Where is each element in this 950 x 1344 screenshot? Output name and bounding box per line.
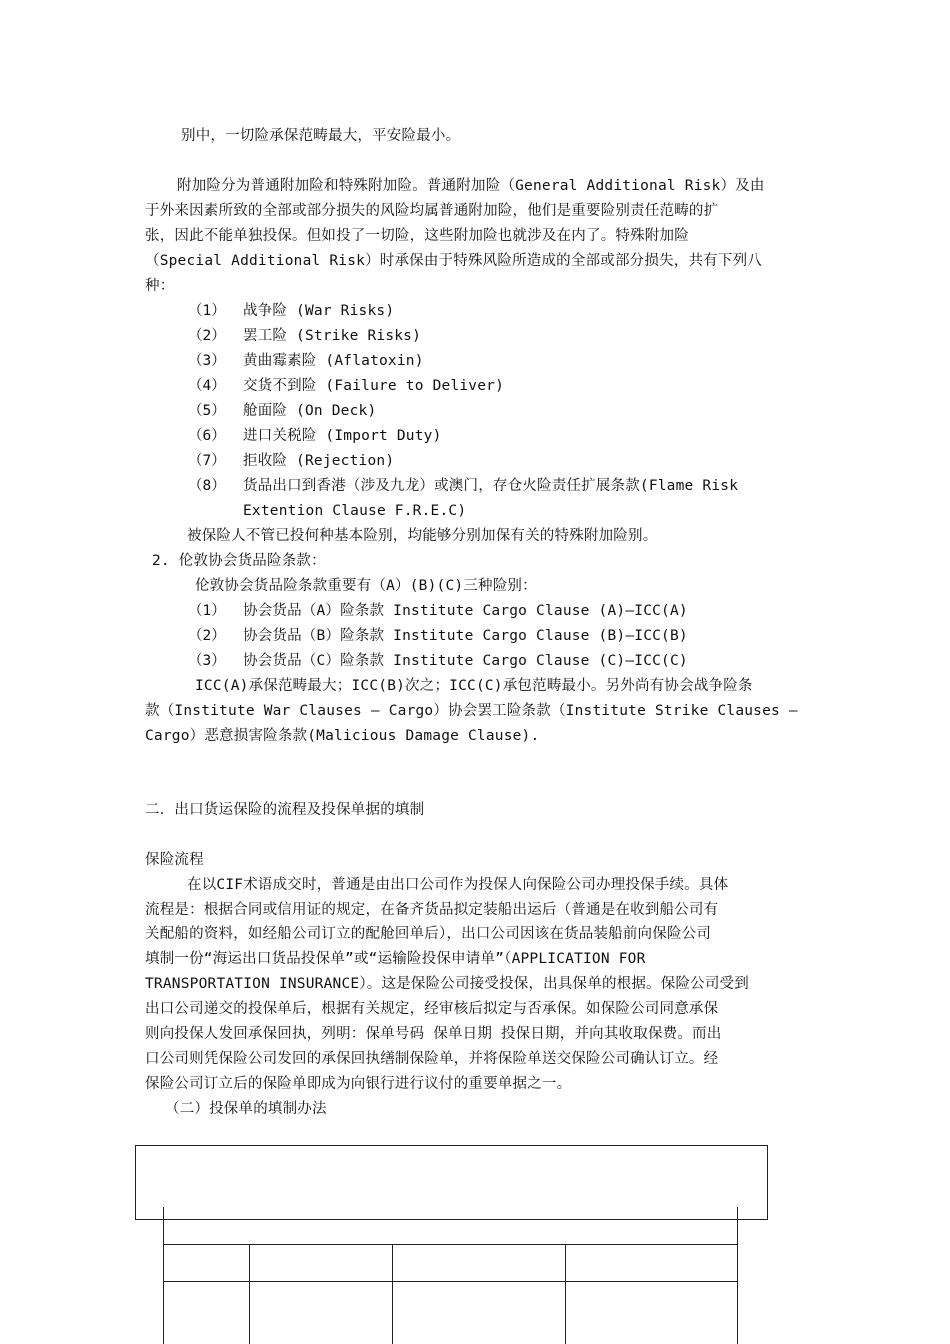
list-number: （6） <box>188 428 226 444</box>
list-number: （3） <box>188 353 226 369</box>
list-item: 进口关税险 (Import Duty) <box>243 428 442 444</box>
list-item: 协会货品（A）险条款 Institute Cargo Clause (A)—ICC(A) <box>243 603 688 619</box>
text-line: 种： <box>145 278 175 294</box>
table-column-divider <box>565 1244 566 1344</box>
list-item: 舱面险 (On Deck) <box>243 403 377 419</box>
text-line: 于外来因素所致的全部或部分损失的风险均属普通附加险，他们是重要险别责任范畴的扩 <box>145 203 719 219</box>
text-line: 口公司则凭保险公司发回的承保回执缮制保险单，并将保险单送交保险公司确认订立。经 <box>145 1051 719 1067</box>
text-line: （Special Additional Risk）时承保由于特殊风险所造成的全部或部分损失，共有下列八 <box>145 253 762 269</box>
text-line: 则向投保人发回承保回执，列明：保单号码 保单日期 投保日期，并向其收取保费。而出 <box>145 1026 722 1042</box>
text-line: 在以CIF术语成交时，普通是由出口公司作为投保人向保险公司办理投保手续。具体 <box>187 877 729 893</box>
table-border-right <box>737 1207 738 1344</box>
text-line: Cargo）恶意损害险条款(Malicious Damage Clause). <box>145 728 540 744</box>
form-header-box <box>135 1145 768 1220</box>
list-number: （5） <box>188 403 226 419</box>
list-number: （1） <box>188 603 226 619</box>
text-line: 附加险分为普通附加险和特殊附加险。普通附加险（General Additional Risk）及由 <box>177 178 765 194</box>
section-heading: 二．出口货运保险的流程及投保单据的填制 <box>145 802 425 818</box>
list-item: 黄曲霉素险 (Aflatoxin) <box>243 353 424 369</box>
list-number: （4） <box>188 378 226 394</box>
table-column-divider <box>392 1244 393 1344</box>
text-line: 出口公司递交的投保单后，根据有关规定，经审核后拟定与否承保。如保险公司同意承保 <box>145 1001 719 1017</box>
list-item: 协会货品（B）险条款 Institute Cargo Clause (B)—ICC(B) <box>243 628 688 644</box>
list-number: （8） <box>188 478 226 494</box>
list-number: （2） <box>188 328 226 344</box>
text-line: 流程是：根据合同或信用证的规定，在备齐货品拟定装船出运后（普通是在收到船公司有 <box>145 902 719 918</box>
text-line: 伦敦协会货品险条款重要有（A）(B)(C)三种险别： <box>195 578 537 594</box>
list-item: 交货不到险 (Failure to Deliver) <box>243 378 505 394</box>
table-border-left <box>163 1207 164 1344</box>
list-item: 货品出口到香港（涉及九龙）或澳门，存仓火险责任扩展条款(Flame Risk <box>243 478 739 494</box>
text-line: ICC(A)承保范畴最大；ICC(B)次之；ICC(C)承包范畴最小。另外尚有协会战争险条 <box>195 678 753 694</box>
text-line: 被保险人不管已投何种基本险别，均能够分别加保有关的特殊附加险别。 <box>187 528 658 544</box>
list-number: （2） <box>188 628 226 644</box>
list-item: 协会货品（C）险条款 Institute Cargo Clause (C)—ICC(C) <box>243 653 688 669</box>
list-item: 罢工险 (Strike Risks) <box>243 328 422 344</box>
text-line: 款（Institute War Clauses – Cargo）协会罢工险条款（Institute Strike Clauses – <box>145 703 798 719</box>
list-item: 战争险 (War Risks) <box>243 303 395 319</box>
section-heading: 2. 伦敦协会货品险条款： <box>152 553 326 569</box>
subsection-heading: （二）投保单的填制办法 <box>165 1101 327 1117</box>
list-number: （1） <box>188 303 226 319</box>
text-line: TRANSPORTATION INSURANCE）。这是保险公司接受投保，出具保单的根据。保险公司受到 <box>145 976 749 992</box>
text-line: 张，因此不能单独投保。但如投了一切险，这些附加险也就涉及在内了。特殊附加险 <box>145 228 689 244</box>
list-item-continuation: Extention Clause F.R.E.C) <box>243 503 467 519</box>
list-item: 拒收险 (Rejection) <box>243 453 395 469</box>
text-line: 保险公司订立后的保险单即成为向银行进行议付的重要单据之一。 <box>145 1076 572 1092</box>
table-column-divider <box>249 1244 250 1344</box>
list-number: （7） <box>188 453 226 469</box>
subsection-heading: 保险流程 <box>145 852 204 868</box>
text-line: 填制一份“海运出口货品投保单”或“运输险投保申请单”（APPLICATION FOR <box>145 951 646 967</box>
list-number: （3） <box>188 653 226 669</box>
text-line: 别中，一切险承保范畴最大，平安险最小。 <box>181 128 461 144</box>
text-line: 关配船的资料，如经船公司订立的配舱回单后），出口公司因该在货品装船前向保险公司 <box>145 926 712 942</box>
